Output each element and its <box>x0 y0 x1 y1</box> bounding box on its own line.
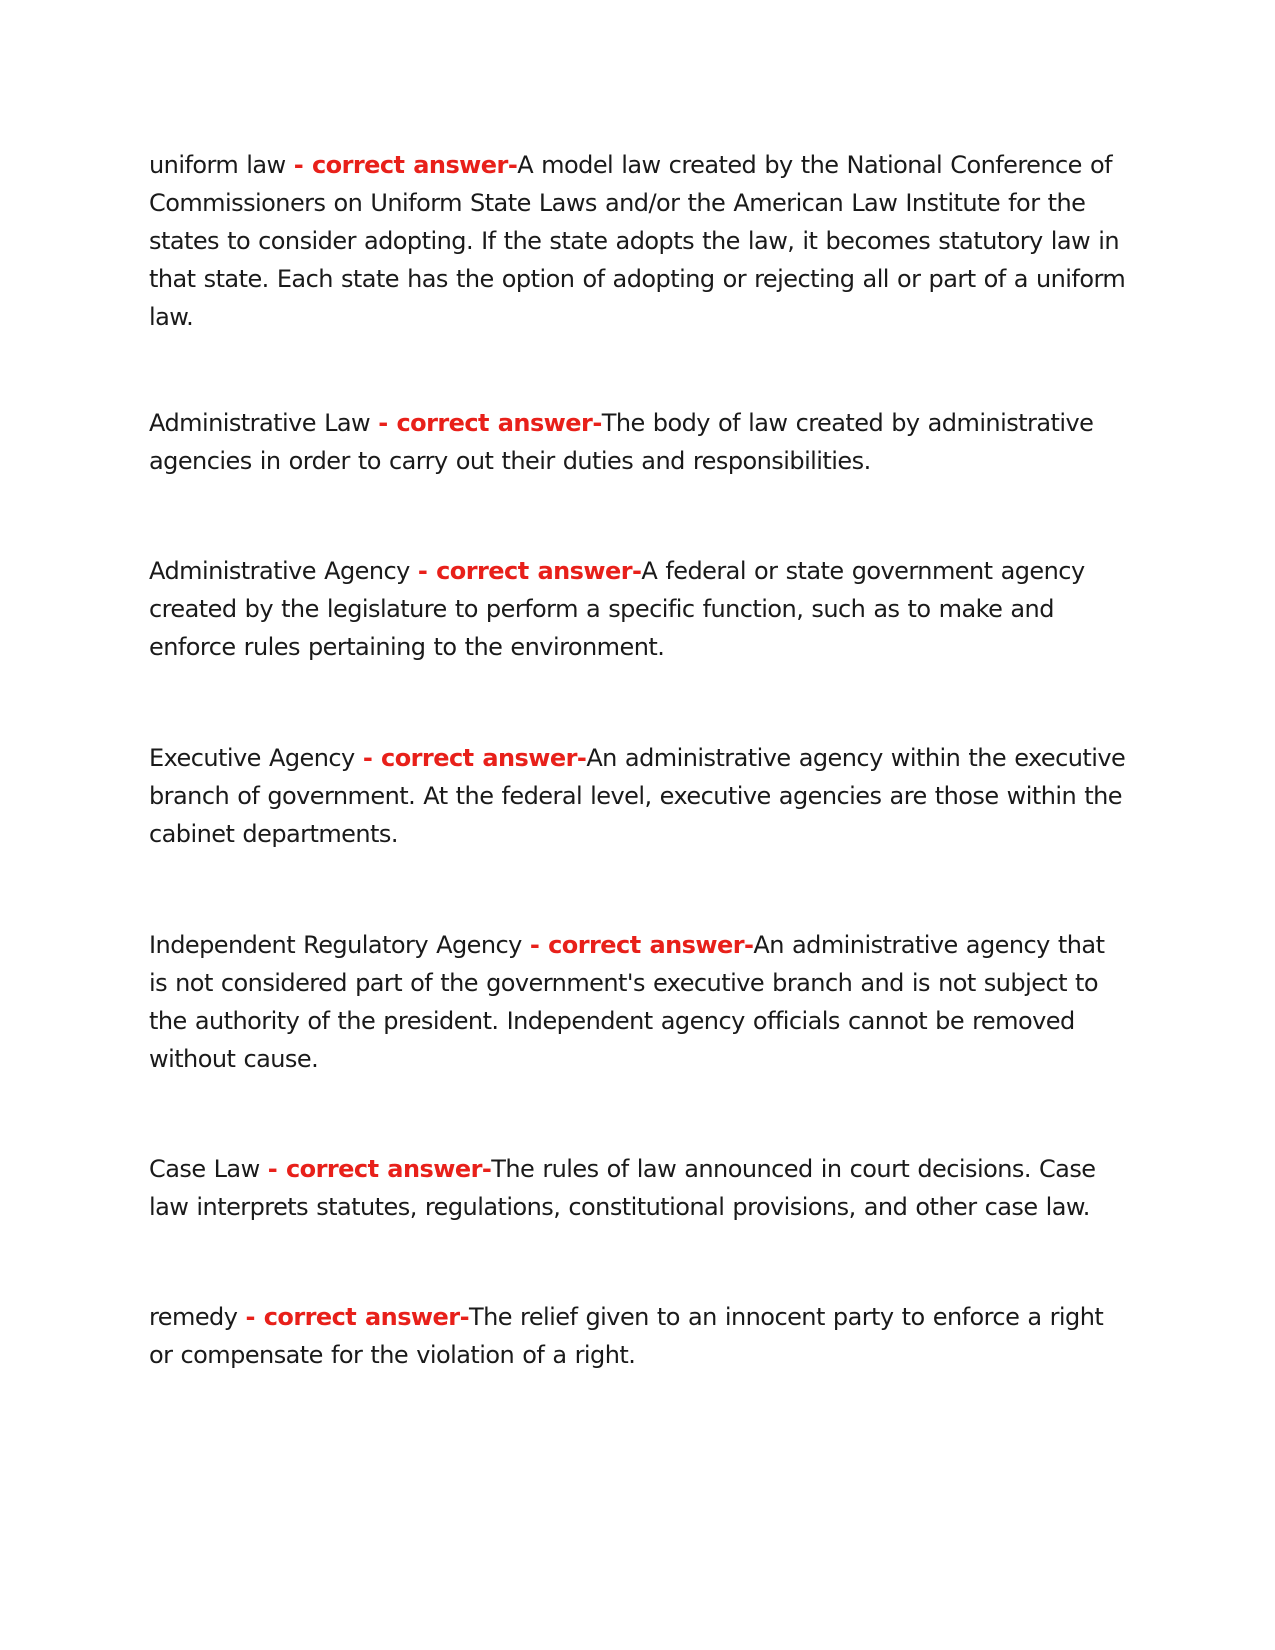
answer-separator: - correct answer- <box>293 151 518 179</box>
glossary-entry <box>149 739 1129 853</box>
answer-separator: - correct answer- <box>267 1155 492 1183</box>
entry-term: remedy <box>149 1303 238 1331</box>
entry-definition: A model law created by the National Conference of Commissioners on Uniform State Laws and/or the American Law Institute for the states to consider adopting. If the state adopts the law, it becomes statutory law in that state. Each state has the option of adopting or rejecting all or part of a uniform law. <box>149 151 1126 331</box>
entry-term: Case Law <box>149 1155 260 1183</box>
entry-definition: The body of law created by administrative agencies in order to carry out their duties and responsibilities. <box>149 409 1094 475</box>
entry-term: Executive Agency <box>149 744 355 772</box>
answer-separator: - correct answer- <box>529 931 754 959</box>
entry-definition: The relief given to an innocent party to enforce a right or compensate for the violation of a right. <box>149 1303 1104 1369</box>
glossary-entry <box>149 404 1129 480</box>
entry-term: Administrative Law <box>149 409 371 437</box>
entry-term: Independent Regulatory Agency <box>149 931 522 959</box>
entry-definition: An administrative agency within the executive branch of government. At the federal level, executive agencies are those within the cabinet departments. <box>149 744 1126 848</box>
answer-separator: - correct answer- <box>378 409 602 437</box>
answer-separator: - correct answer- <box>245 1303 469 1331</box>
glossary-entry <box>149 926 1129 1078</box>
entry-definition: The rules of law announced in court decisions. Case law interprets statutes, regulations, constitutional provisions, and other case law. <box>149 1155 1096 1221</box>
glossary-entry <box>149 552 1129 666</box>
entry-definition: A federal or state government agency created by the legislature to perform a specific function, such as to make and enforce rules pertaining to the environment. <box>149 557 1085 661</box>
entry-term: uniform law <box>149 151 286 179</box>
glossary-entry <box>149 146 1129 336</box>
entry-definition: An administrative agency that is not considered part of the government's executive branch and is not subject to the authority of the president. Independent agency officials cannot be removed without cause. <box>149 931 1105 1073</box>
answer-separator: - correct answer- <box>362 744 587 772</box>
glossary-entry <box>149 1298 1129 1374</box>
glossary-entry <box>149 1150 1129 1226</box>
glossary-list <box>149 146 1129 1374</box>
entry-term: Administrative Agency <box>149 557 410 585</box>
answer-separator: - correct answer- <box>417 557 642 585</box>
